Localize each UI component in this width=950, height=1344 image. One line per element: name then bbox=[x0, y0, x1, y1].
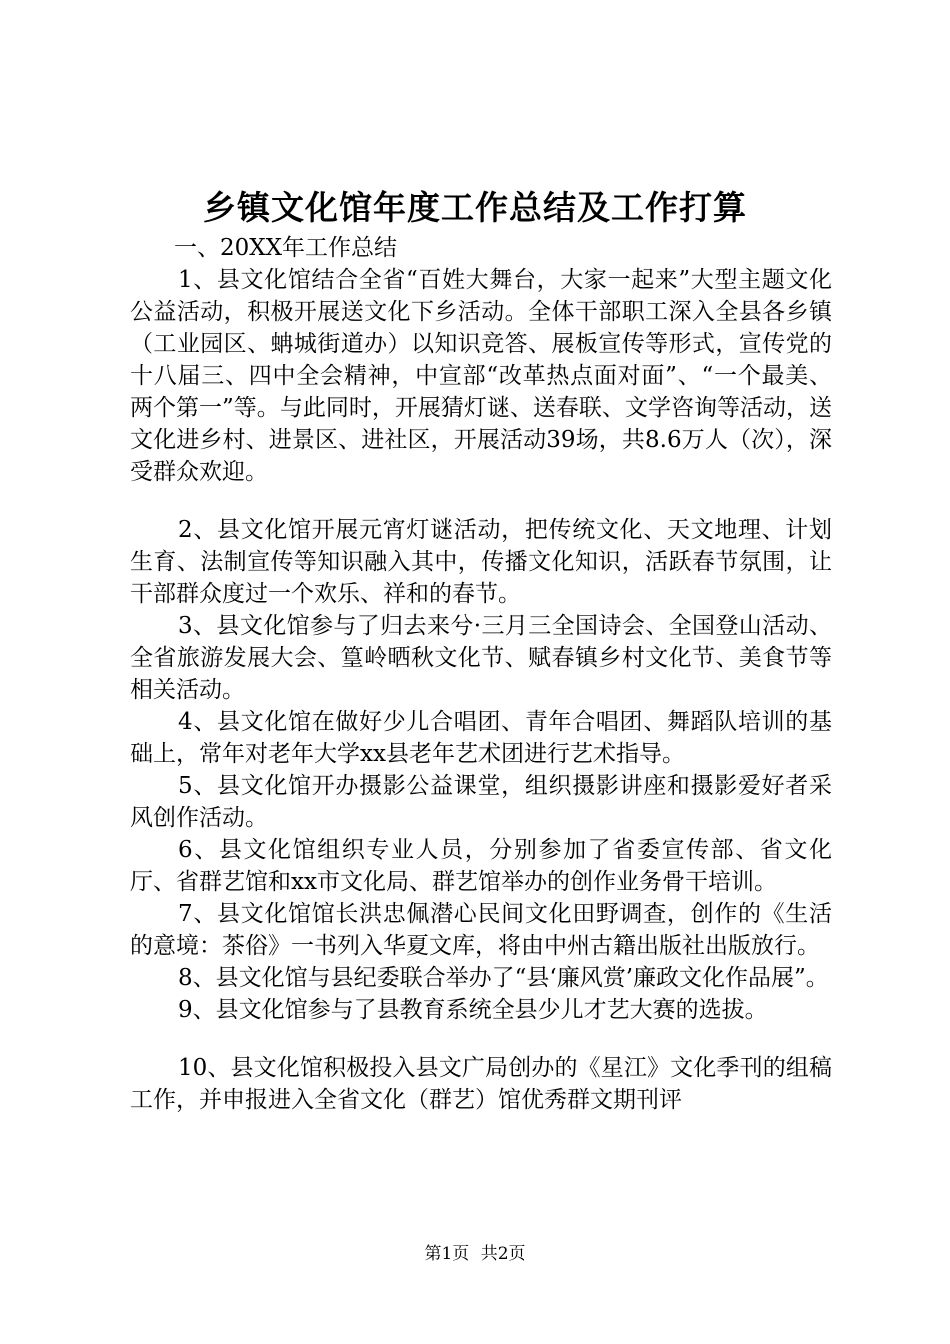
paragraph-8: 8、县文化馆与县纪委联合举办了“县‘廉风赏’廉政文化作品展”。 bbox=[178, 965, 829, 991]
section-heading: 一、20XX年工作总结 bbox=[174, 235, 398, 261]
page-number: 第1页 bbox=[424, 1244, 470, 1264]
paragraph-5: 5、县文化馆开办摄影公益课堂，组织摄影讲座和摄影爱好者采风创作活动。 bbox=[130, 773, 832, 831]
document-body bbox=[130, 232, 832, 1116]
paragraph-10: 10、县文化馆积极投入县文广局创办的《星江》文化季刊的组稿工作，并申报进入全省文化（群艺）馆优秀群文期刊评 bbox=[130, 1055, 832, 1113]
paragraph-6: 6、县文化馆组织专业人员，分别参加了省委宣传部、省文化厅、省群艺馆和xx市文化局、群艺馆举办的创作业务骨干培训。 bbox=[130, 837, 832, 895]
paragraph-7: 7、县文化馆馆长洪忠佩潜心民间文化田野调查，创作的《生活的意境：茶俗》一书列入华夏文库，将由中州古籍出版社出版放行。 bbox=[130, 901, 832, 959]
paragraph-9: 9、县文化馆参与了县教育系统全县少儿才艺大赛的选拔。 bbox=[178, 997, 768, 1023]
paragraph-3: 3、县文化馆参与了归去来兮·三月三全国诗会、全国登山活动、全省旅游发展大会、篁岭晒秋文化节、赋春镇乡村文化节、美食节等相关活动。 bbox=[130, 613, 832, 703]
paragraph-2: 2、县文化馆开展元宵灯谜活动，把传统文化、天文地理、计划生育、法制宣传等知识融入其中，传播文化知识，活跃春节氛围，让干部群众度过一个欢乐、祥和的春节。 bbox=[130, 517, 832, 607]
paragraph-spacer bbox=[130, 488, 832, 514]
page-total: 共2页 bbox=[480, 1244, 526, 1264]
paragraph-4: 4、县文化馆在做好少儿合唱团、青年合唱团、舞蹈队培训的基础上，常年对老年大学xx县老年艺术团进行艺术指导。 bbox=[130, 709, 832, 767]
document-title: 乡镇文化馆年度工作总结及工作打算 bbox=[203, 188, 747, 227]
paragraph-1: 1、县文化馆结合全省“百姓大舞台，大家一起来”大型主题文化公益活动，积极开展送文化下乡活动。全体干部职工深入全县各乡镇（工业园区、蚺城街道办）以知识竞答、展板宣传等形式，宣传党的十八届三、四中全会精神，中宣部“改革热点面对面”、“一个最美、两个第一”等。与此同时，开展猜灯谜、送春联、文学咨询等活动，送文化进乡村、进景区、进社区，开展活动39场，共8.6万人（次），深受群众欢迎。 bbox=[130, 267, 832, 485]
page-footer bbox=[0, 1243, 950, 1265]
paragraph-spacer bbox=[130, 1026, 832, 1052]
